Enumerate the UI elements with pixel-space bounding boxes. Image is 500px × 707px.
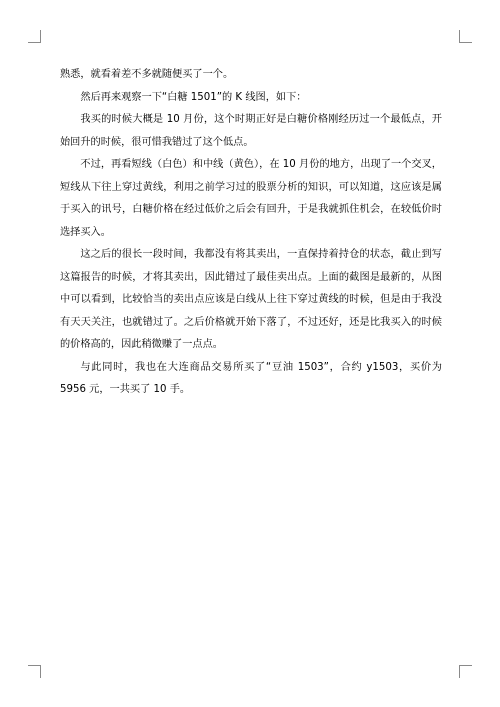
crop-mark-bottom-left [28, 665, 41, 678]
document-body [60, 64, 442, 402]
paragraph: 熟悉，就看着差不多就随便买了一个。 [60, 69, 234, 80]
crop-mark-top-left [28, 30, 41, 43]
paragraph: 然后再来观察一下“白糖 1501”的 K 线图，如下： [80, 91, 307, 103]
paragraph: 这之后的很长一段时间，我都没有将其卖出，一直保持着持仓的状态，截止到写这篇报告的时候，才将其卖出，因此错过了最佳卖出点。上面的截图是最新的，从图中可以看到，比较恰当的卖出点应该是白线从上往下穿过黄线的时候，但是由于我没有天天关注，也就错过了。之后价格就开始下落了，不过还好，还是比我买入的时候的价格高的，因此稍微赚了一点点。 [60, 249, 442, 350]
paragraph: 不过，再看短线（白色）和中线（黄色），在 10 月份的地方，出现了一个交叉，短线从下往上穿过黄线，利用之前学习过的股票分析的知识，可以知道，这应该是属于买入的讯号，白糖价格在经过低价之后会有回升，于是我就抓住机会，在较低价时选择买入。 [60, 159, 442, 238]
crop-mark-top-right [459, 30, 472, 43]
paragraph: 与此同时，我也在大连商品交易所买了“豆油 1503”，合约 y1503，买价为 5956 元，一共买了 10 手。 [60, 361, 442, 395]
paragraph: 我买的时候大概是 10 月份，这个时期正好是白糖价格刚经历过一个最低点，开始回升的时候，很可惜我错过了这个低点。 [60, 114, 442, 148]
crop-mark-bottom-right [459, 665, 472, 678]
